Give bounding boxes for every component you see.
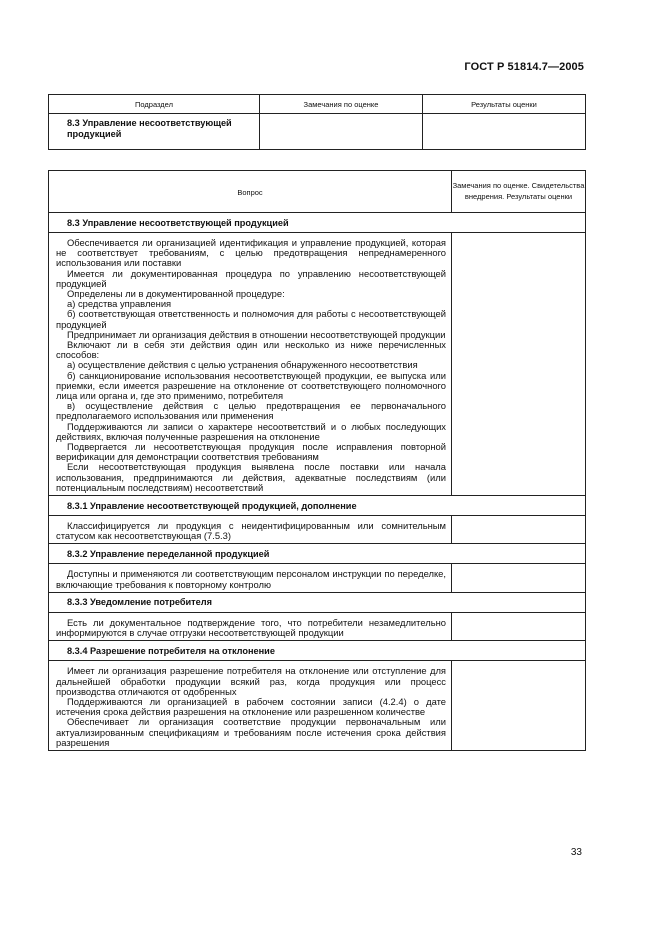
section-title-row <box>49 544 586 564</box>
question-paragraph: а) осуществление действия с целью устранения обнаруженного несоответствия <box>67 359 418 371</box>
question-paragraph: б) санкционирование использования несоответствующей продукции, ее выпуска или приемки, если имеется разрешение на отклонение от соответствующего полномочного лица или органа и, где это применимо, потребителя <box>56 369 446 402</box>
section-title: 8.3.3 Уведомление потребителя <box>49 592 586 612</box>
section-title: 8.3 Управление несоответствующей продукцией <box>49 213 586 233</box>
section-title-row <box>49 592 586 612</box>
column-header-remarks: Замечания по оценке <box>260 95 423 114</box>
section-body-row <box>49 564 586 592</box>
question-paragraph: Доступны и применяются ли соответствующим персоналом инструкции по переделке, включающие требования к повторному контролю <box>56 568 446 590</box>
question-paragraph: Имеется ли документированная процедура по управлению несоответствующей продукцией <box>56 267 446 289</box>
standard-header: ГОСТ Р 51814.7—2005 <box>464 61 584 73</box>
questions-table-header-row <box>49 171 586 213</box>
remarks-evidence-cell <box>452 661 586 751</box>
section-body-row <box>49 612 586 640</box>
question-paragraph: Поддерживаются ли записи о характере несоответствий и о любых последующих действиях, включая полученные разрешения на отклонение <box>56 420 446 442</box>
section-body-row <box>49 516 586 544</box>
section-title: 8.3.2 Управление переделанной продукцией <box>49 544 586 564</box>
question-paragraph: Включают ли в себя эти действия один или несколько из ниже перечисленных способов: <box>56 339 446 361</box>
page-number: 33 <box>570 847 582 858</box>
subsection-row <box>49 114 586 150</box>
section-title-row <box>49 496 586 516</box>
column-header-remarks-evidence: Замечания по оценке. Свидетельства внедрения. Результаты оценки <box>452 171 586 213</box>
question-paragraph: Предпринимает ли организация действия в отношении несоответствующей продукции <box>67 328 446 340</box>
remarks-evidence-cell <box>452 612 586 640</box>
section-body-row <box>49 233 586 496</box>
section-title-row <box>49 213 586 233</box>
subsection-table-header-row <box>49 95 586 114</box>
questions-table-body <box>49 213 586 751</box>
question-text-cell <box>49 233 452 496</box>
subsection-table <box>48 94 586 150</box>
section-title: 8.3.1 Управление несоответствующей продукцией, дополнение <box>49 496 586 516</box>
question-paragraph: Классифицируется ли продукция с неидентифицированным или сомнительным статусом как несоответствующая (7.5.3) <box>56 520 446 542</box>
question-paragraph: в) осуществление действия с целью предотвращения ее первоначального предполагаемого использования или применения <box>56 400 446 422</box>
question-text-cell <box>49 661 452 751</box>
question-text-cell <box>49 564 452 592</box>
subsection-title: 8.3 Управление несоответствующей продукцией <box>49 114 260 150</box>
section-title: 8.3.4 Разрешение потребителя на отклонение <box>49 641 586 661</box>
column-header-question: Вопрос <box>49 171 452 213</box>
question-paragraph: Поддерживаются ли организацией в рабочем состоянии записи (4.2.4) о дате истечения срока действия разрешения на отклонение или разрешенном количестве <box>56 695 446 718</box>
remarks-evidence-cell <box>452 564 586 592</box>
results-cell <box>423 114 586 150</box>
question-paragraph: Подвергается ли несоответствующая продукция после исправления повторной верификации для демонстрации соответствия требованиям <box>56 441 446 463</box>
remarks-evidence-cell <box>452 516 586 544</box>
questions-table <box>48 170 586 751</box>
question-paragraph: Обеспечивает ли организация соответствие продукции первоначальным или актуализированным спецификациям и требованиям после истечения срока действия разрешения <box>56 716 446 748</box>
question-paragraph: Имеет ли организация разрешение потребителя на отклонение или отступление для дальнейшей обработки продукции всякий раз, когда продукция или процесс производства отличаются от одобренных <box>56 665 446 697</box>
question-text-cell <box>49 612 452 640</box>
column-header-subsection: Подраздел <box>49 95 260 114</box>
question-paragraph: Определены ли в документированной процедуре: <box>67 288 285 300</box>
remarks-cell <box>260 114 423 150</box>
question-paragraph: Обеспечивается ли организацией идентификация и управление продукцией, которая не соответствует требованиям, с целью предотвращения непреднамеренного использования или поставки <box>56 237 446 269</box>
section-title-row <box>49 641 586 661</box>
remarks-evidence-cell <box>452 233 586 496</box>
question-paragraph: б) соответствующая ответственность и полномочия для работы с несоответствующей продукцией <box>56 308 446 330</box>
question-text-cell <box>49 516 452 544</box>
question-paragraph: Есть ли документальное подтверждение того, что потребители незамедлительно информируются в случае отгрузки несоответствующей продукции <box>56 616 446 639</box>
column-header-results: Результаты оценки <box>423 95 586 114</box>
question-paragraph: Если несоответствующая продукция выявлена после поставки или начала использования, предпринимаются ли действия, адекватные последствиям (или потенциальным последствиям) несоответствий <box>56 461 446 493</box>
section-body-row <box>49 661 586 751</box>
question-paragraph: а) средства управления <box>67 298 172 310</box>
